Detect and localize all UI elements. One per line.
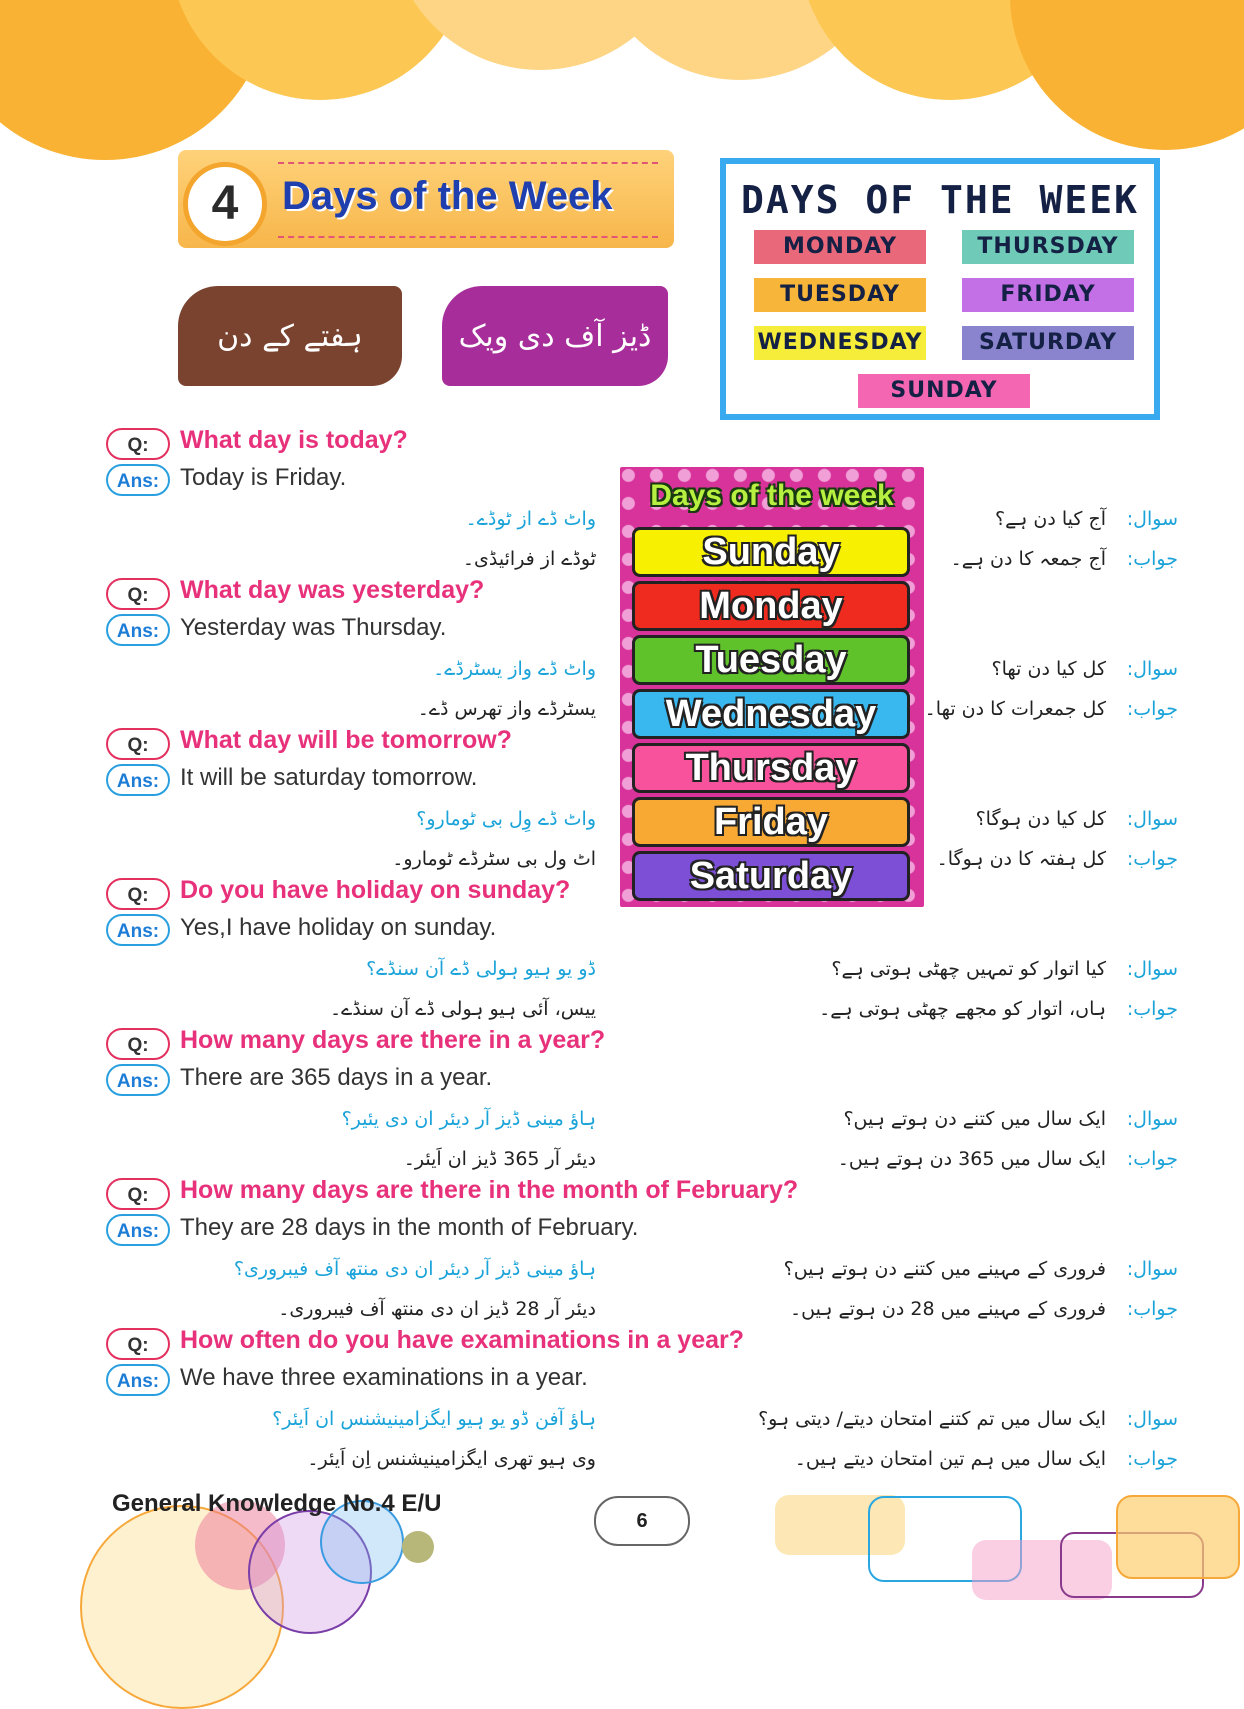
poster-day-tuesday: Tuesday xyxy=(632,635,910,685)
question-badge: Q: xyxy=(106,878,170,910)
day-pill-friday: FRIDAY xyxy=(962,278,1134,312)
question-text: What day is today? xyxy=(180,426,408,454)
question-urdu: آج کیا دن ہے؟ xyxy=(995,508,1106,530)
answer-pronunciation: دیئر آر 28 ڈیز ان دی منتھ آف فیبروری۔ xyxy=(278,1298,596,1320)
answer-urdu: آج جمعہ کا دن ہے۔ xyxy=(950,548,1106,570)
sawal-label: سوال: xyxy=(1126,658,1178,680)
day-pill-wednesday: WEDNESDAY xyxy=(754,326,926,360)
answer-urdu: ایک سال میں 365 دن ہوتے ہیں۔ xyxy=(837,1148,1106,1170)
answer-text: Yesterday was Thursday. xyxy=(180,614,447,641)
answer-urdu: ہاں، اتوار کو مجھے چھٹی ہوتی ہے۔ xyxy=(819,998,1106,1020)
urdu-tag-days-label: ہفتے کے دن xyxy=(217,318,363,354)
question-text: Do you have holiday on sunday? xyxy=(180,876,571,904)
lesson-number: 4 xyxy=(183,162,267,246)
sawal-label: سوال: xyxy=(1126,808,1178,830)
answer-text: Yes,I have holiday on sunday. xyxy=(180,914,497,941)
question-badge: Q: xyxy=(106,1028,170,1060)
question-urdu: کیا اتوار کو تمہیں چھٹی ہوتی ہے؟ xyxy=(831,958,1106,980)
answer-pronunciation: وی ہیو تھری ایگزامینیشنس اِن اَیئر۔ xyxy=(307,1448,596,1470)
days-box-title: DAYS OF THE WEEK xyxy=(740,178,1140,222)
poster-day-thursday: Thursday xyxy=(632,743,910,793)
question-pronunciation: ہاؤ مینی ڈیز آر دیئر ان دی یئیر؟ xyxy=(341,1108,596,1130)
poster-day-monday: Monday xyxy=(632,581,910,631)
poster-day-wednesday: Wednesday xyxy=(632,689,910,739)
answer-text: There are 365 days in a year. xyxy=(180,1064,493,1091)
question-text: How many days are there in the month of February? xyxy=(180,1176,799,1204)
answer-badge: Ans: xyxy=(106,464,170,496)
answer-badge: Ans: xyxy=(106,1214,170,1246)
page-title: Days of the Week xyxy=(282,174,613,218)
day-pill-thursday: THURSDAY xyxy=(962,230,1134,264)
question-pronunciation: واٹ ڈے وِل بی ٹومارو؟ xyxy=(416,808,596,830)
question-pronunciation: ہاؤ آفن ڈو یو ہیو ایگزامینیشنس ان اَیئر؟ xyxy=(272,1408,596,1430)
question-text: How many days are there in a year? xyxy=(180,1026,606,1054)
jawab-label: جواب: xyxy=(1126,548,1178,570)
days-poster xyxy=(620,467,924,907)
answer-pronunciation: ییس، آئی ہیو ہولی ڈے آن سنڈے۔ xyxy=(330,998,596,1020)
question-pronunciation: ہاؤ مینی ڈیز آر دیئر ان دی منتھ آف فیبروری؟ xyxy=(233,1258,596,1280)
sawal-label: سوال: xyxy=(1126,1408,1178,1430)
answer-text: We have three examinations in a year. xyxy=(180,1364,588,1391)
poster-day-sunday: Sunday xyxy=(632,527,910,577)
urdu-tag-days xyxy=(178,286,402,386)
question-text: What day will be tomorrow? xyxy=(180,726,512,754)
question-urdu: کل کیا دن تھا؟ xyxy=(991,658,1106,680)
question-badge: Q: xyxy=(106,1178,170,1210)
urdu-tag-pronunciation-label: ڈیز آف دی ویک xyxy=(458,318,652,354)
question-pronunciation: واٹ ڈے از ٹوڈے۔ xyxy=(465,508,596,530)
page-number: 6 xyxy=(594,1496,690,1546)
answer-text: It will be saturday tomorrow. xyxy=(180,764,478,791)
poster-title: Days of the week xyxy=(650,479,894,512)
day-pill-saturday: SATURDAY xyxy=(962,326,1134,360)
jawab-label: جواب: xyxy=(1126,998,1178,1020)
jawab-label: جواب: xyxy=(1126,1298,1178,1320)
days-of-week-box xyxy=(720,158,1160,420)
answer-urdu: ایک سال میں ہم تین امتحان دیتے ہیں۔ xyxy=(794,1448,1106,1470)
sawal-label: سوال: xyxy=(1126,1108,1178,1130)
question-badge: Q: xyxy=(106,728,170,760)
jawab-label: جواب: xyxy=(1126,848,1178,870)
book-title: General Knowledge No.4 E/U xyxy=(112,1490,442,1517)
answer-urdu: فروری کے مہینے میں 28 دن ہوتے ہیں۔ xyxy=(790,1298,1106,1320)
question-badge: Q: xyxy=(106,578,170,610)
question-badge: Q: xyxy=(106,1328,170,1360)
answer-pronunciation: اٹ ول بی سٹرڈے ٹومارو۔ xyxy=(392,848,596,870)
question-badge: Q: xyxy=(106,428,170,460)
answer-text: They are 28 days in the month of February. xyxy=(180,1214,639,1241)
answer-urdu: کل ہفتہ کا دن ہوگا۔ xyxy=(936,848,1106,870)
poster-day-saturday: Saturday xyxy=(632,851,910,901)
question-urdu: فروری کے مہینے میں کتنے دن ہوتے ہیں؟ xyxy=(783,1258,1106,1280)
answer-text: Today is Friday. xyxy=(180,464,347,491)
day-pill-sunday: SUNDAY xyxy=(858,374,1030,408)
urdu-tag-pronunciation xyxy=(442,286,668,386)
question-text: How often do you have examinations in a year? xyxy=(180,1326,745,1354)
answer-urdu: کل جمعرات کا دن تھا۔ xyxy=(924,698,1106,720)
answer-badge: Ans: xyxy=(106,614,170,646)
question-urdu: ایک سال میں تم کتنے امتحان دیتے/ دیتی ہو؟ xyxy=(758,1408,1106,1430)
answer-badge: Ans: xyxy=(106,1064,170,1096)
question-pronunciation: ڈو یو ہیو ہولی ڈے آن سنڈے؟ xyxy=(366,958,596,980)
poster-day-friday: Friday xyxy=(632,797,910,847)
jawab-label: جواب: xyxy=(1126,1448,1178,1470)
question-urdu: ایک سال میں کتنے دن ہوتے ہیں؟ xyxy=(843,1108,1106,1130)
day-pill-monday: MONDAY xyxy=(754,230,926,264)
answer-badge: Ans: xyxy=(106,914,170,946)
answer-pronunciation: ٹوڈے از فرائیڈی۔ xyxy=(462,548,596,570)
question-text: What day was yesterday? xyxy=(180,576,485,604)
sawal-label: سوال: xyxy=(1126,508,1178,530)
question-urdu: کل کیا دن ہوگا؟ xyxy=(975,808,1106,830)
answer-pronunciation: دیئر آر 365 ڈیز ان اَیئر۔ xyxy=(403,1148,596,1170)
question-pronunciation: واٹ ڈے واز یسٹرڈے۔ xyxy=(433,658,596,680)
jawab-label: جواب: xyxy=(1126,1148,1178,1170)
sawal-label: سوال: xyxy=(1126,1258,1178,1280)
answer-pronunciation: یسٹرڈے واز تھرس ڈے۔ xyxy=(417,698,596,720)
sawal-label: سوال: xyxy=(1126,958,1178,980)
answer-badge: Ans: xyxy=(106,764,170,796)
day-pill-tuesday: TUESDAY xyxy=(754,278,926,312)
answer-badge: Ans: xyxy=(106,1364,170,1396)
jawab-label: جواب: xyxy=(1126,698,1178,720)
